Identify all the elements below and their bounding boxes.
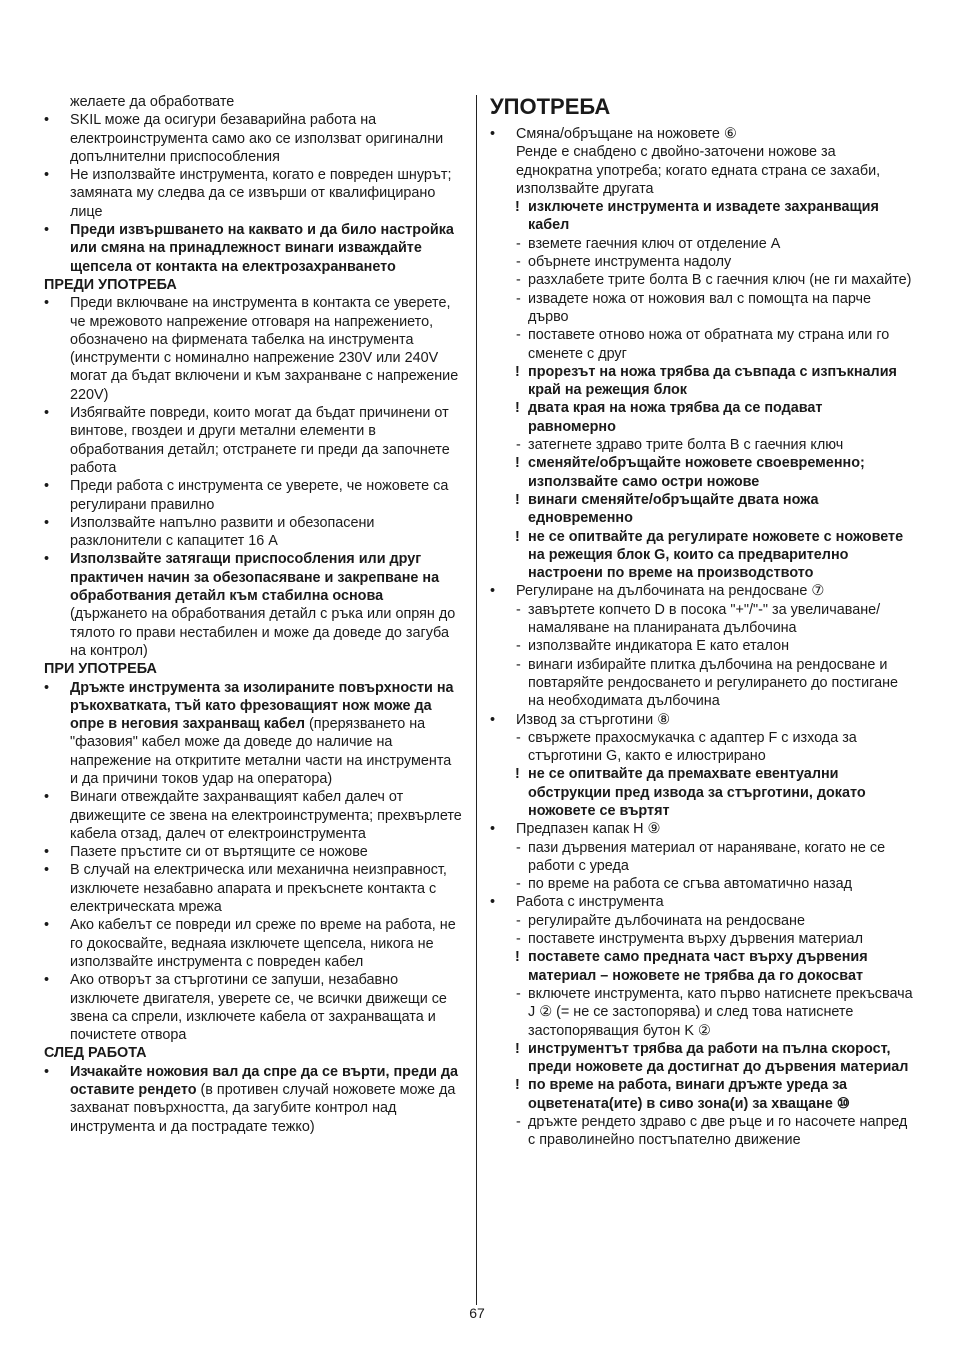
item-text: (държането на обработвания детайл с ръка или опрян до тялото го прави нестабилен и може да доведе до загуба на контрол) — [70, 606, 456, 659]
bullet-item — [44, 843, 462, 861]
bullet-marker: • — [44, 679, 50, 696]
warning-marker: ! — [515, 766, 520, 783]
item-text: В случай на електрическа или механична неизправност, изключете незабавно апарата и прекъснете контакта с електрическата мрежа — [70, 862, 447, 916]
bullet-item — [44, 550, 462, 660]
bullet-marker: • — [44, 917, 50, 934]
item-text: вземете гаечния ключ от отделение А — [528, 235, 781, 252]
warning-item — [490, 363, 914, 400]
bullet-marker: • — [44, 862, 50, 879]
item-text: Използвайте напълно развити и обезопасени разклонители с капацитет 16 А — [70, 514, 375, 550]
item-text: включете инструмента, като първо натиснете прекъсвача J ② (= не се застопорява) и след това натиснете застопоряващия бутон K ② — [528, 985, 913, 1039]
item-text: прорезът на ножа трябва да съвпада с изпъкналия край на режещия блок — [528, 363, 897, 399]
bullet-item — [44, 221, 462, 276]
bullet-marker: • — [44, 789, 50, 806]
bullet-marker: - — [516, 235, 521, 252]
bullet-marker: - — [516, 254, 521, 271]
item-text: Смяна/обръщане на ножовете ⑥ — [516, 126, 737, 142]
item-text: регулирайте дълбочината на рендосване — [528, 912, 805, 929]
item-text: разхлабете трите болта В с гаечния ключ (не ги махайте) — [528, 272, 912, 289]
warning-marker: ! — [515, 491, 520, 508]
bullet-item — [44, 916, 462, 971]
item-text: СЛЕД РАБОТА — [44, 1045, 147, 1062]
bullet-marker: • — [44, 972, 50, 989]
bullet-marker: • — [490, 821, 496, 838]
dash-item — [490, 985, 914, 1040]
warning-marker: ! — [515, 1040, 520, 1057]
item-text: ПРИ УПОТРЕБА — [44, 661, 157, 678]
section-title: УПОТРЕБА — [490, 94, 611, 119]
item-text: пази дървения материал от нараняване, когато не се работи с уреда — [528, 839, 886, 874]
item-text: използвайте индикатора Е като еталон — [528, 638, 790, 655]
item-text: Преди включване на инструмента в контакта се уверете, че мрежовото напрежение отговаря на напрежението, обозначено на фирмената табелка на инструмента (инструменти с номинално напрежение 230V или 240V могат да бъдат включени и към захранване с напрежение 220V) — [70, 295, 459, 403]
warning-item — [490, 1040, 914, 1077]
bullet-item — [44, 1063, 462, 1136]
dash-item — [490, 271, 914, 289]
bullet-item — [44, 111, 462, 166]
bullet-marker: - — [516, 601, 521, 618]
bullet-marker: • — [44, 405, 50, 422]
item-text: Ако кабелът се повреди ил среже по време на работа, не го докосвайте, веднаяа изключете щепсела, никога не използвайте инструмента с повреден кабел — [70, 917, 456, 970]
item-text: поставете отново ножа от обратната му страна или го сменете с друг — [528, 327, 890, 362]
item-text: Ако отворът за стърготини се запуши, незабавно изключете двигателя, уверете се, че всички движещи се звена са спрели, изключете кабела от захранващата и почистете отвора — [70, 972, 447, 1044]
item-text: двата края на ножа трябва да се подават равномерно — [528, 400, 823, 435]
item-text: поставете инструмента върху дървения материал — [528, 931, 863, 948]
item-text: (прерязването на "фазовия" кабел може да доведе до наличие на напрежение на откритите метални части на инструмента и да причини токов удар на оператора) — [70, 716, 452, 787]
warning-marker: ! — [515, 1077, 520, 1094]
bullet-marker: - — [516, 912, 521, 929]
bullet-marker: • — [490, 711, 496, 728]
item-text: желаете да обработвате — [70, 94, 235, 110]
bullet-item — [490, 582, 914, 600]
item-text: Избягвайте повреди, които могат да бъдат причинени от винтове, гвоздеи и други метални елементи в обработвания детайл; отстранете ги преди да започнете работа — [70, 405, 450, 476]
dash-item — [490, 235, 914, 253]
warning-item — [490, 454, 914, 491]
item-text: не се опитвайте да регулирате ножовете с ножовете на режещия блок G, които са предварително настроени по време на производството — [528, 528, 904, 582]
item-text: сменяйте/обръщайте ножовете своевременно; използвайте само остри ножове — [528, 455, 865, 490]
subsection-heading — [44, 1044, 462, 1062]
item-text: Преди извършването на каквато и да било настройка или смяна на принадлежност винаги изваждайте щепсела от контакта на електрозахранването — [70, 222, 454, 275]
warning-marker: ! — [515, 400, 520, 417]
item-text: Не използвайте инструмента, когато е повреден шнурът; замяната му следва да се извърши от квалифицирано лице — [70, 167, 452, 220]
bullet-item — [44, 477, 462, 514]
dash-item — [490, 253, 914, 271]
warning-item — [490, 198, 914, 235]
paragraph-text — [44, 93, 462, 111]
bullet-marker: - — [516, 638, 521, 655]
item-text: изключете инструмента и извадете захранващия кабел — [528, 199, 879, 234]
warning-marker: ! — [515, 199, 520, 216]
bullet-marker: • — [490, 126, 496, 142]
dash-item — [490, 839, 914, 876]
warning-marker: ! — [515, 363, 520, 380]
bullet-marker: • — [44, 551, 50, 568]
column-divider — [476, 95, 477, 1305]
bullet-marker: - — [516, 1114, 521, 1131]
warning-item — [490, 528, 914, 583]
dash-item — [490, 436, 914, 454]
item-text: Работа с инструмента — [516, 894, 664, 911]
bullet-marker: - — [516, 272, 521, 289]
bullet-marker: - — [516, 931, 521, 948]
dash-item — [490, 1113, 914, 1150]
item-text: завъртете копчето D в посока "+"/"-" за увеличаване/намаляване на планираната дълбочина — [528, 601, 881, 637]
bullet-marker: - — [516, 290, 521, 307]
bullet-marker: • — [44, 222, 50, 239]
warning-item — [490, 948, 914, 985]
subsection-heading — [44, 660, 462, 678]
item-text: винаги избирайте плитка дълбочина на рендосване и повтаряйте рендосването и регулирането до постигане на необходимата дълбочина — [528, 656, 899, 710]
item-text: Ренде е снабдено с двойно-заточени ножове за еднократна употреба; когато едната страна се захаби, използвайте другата — [516, 144, 881, 197]
dash-item — [490, 637, 914, 655]
bullet-marker: • — [44, 514, 50, 531]
bullet-item — [44, 294, 462, 404]
bullet-item — [490, 711, 914, 729]
bullet-marker: - — [516, 656, 521, 673]
dash-item — [490, 912, 914, 930]
item-text: винаги сменяйте/обръщайте двата ножа едновременно — [528, 491, 819, 527]
bold-text: Използвайте затягащи приспособления или друг практичен начин за обезопасяване и закрепване на обработвания детайл към стабилна основа — [70, 551, 440, 605]
bullet-marker: • — [490, 583, 496, 600]
bullet-marker: - — [516, 876, 521, 893]
bullet-marker: • — [490, 894, 496, 911]
item-text: Регулиране на дълбочината на рендосване ⑦ — [516, 583, 825, 600]
bullet-marker: • — [44, 1063, 50, 1080]
left-column — [44, 93, 462, 1136]
item-text: затегнете здраво трите болта В с гаечния ключ — [528, 437, 844, 454]
item-text: Предпазен капак H ⑨ — [516, 821, 661, 838]
dash-item — [490, 601, 914, 638]
dash-item — [490, 875, 914, 893]
bullet-item — [490, 820, 914, 838]
dash-item — [490, 656, 914, 711]
bullet-marker: • — [44, 478, 50, 495]
bullet-marker: • — [44, 112, 50, 129]
item-text: свържете прахосмукачка с адаптер F с изхода за стърготини G, както е илюстрирано — [528, 729, 857, 765]
item-text: ПРЕДИ УПОТРЕБА — [44, 276, 177, 293]
item-text: по време на работа, винаги дръжте уреда за оцветената(ите) в сиво зона(и) за хващане ⑩ — [528, 1077, 850, 1112]
bullet-marker: - — [516, 985, 521, 1002]
warning-marker: ! — [515, 455, 520, 472]
item-text: Извод за стърготини ⑧ — [516, 711, 671, 728]
bold-text: Изчакайте ножовия вал да спре да се върти, преди да оставите рендето — [70, 1063, 459, 1099]
bullet-item — [44, 514, 462, 551]
item-text: дръжте рендето здраво с две ръце и го насочете напред с праволинейно постъпателно движение — [528, 1114, 908, 1149]
item-text: по време на работа се сгъва автоматично назад — [528, 876, 852, 893]
bullet-marker: • — [44, 295, 50, 312]
bullet-marker: • — [44, 844, 50, 861]
bullet-item — [44, 404, 462, 477]
bullet-marker: - — [516, 327, 521, 344]
bullet-item — [44, 971, 462, 1044]
item-text: Преди работа с инструмента се уверете, че ножовете са регулирани правилно — [70, 478, 449, 513]
bullet-item — [44, 679, 462, 789]
page-number: 67 — [469, 1305, 485, 1321]
item-text: не се опитвайте да премахвате евентуални обструкции пред извода за стърготини, докато ножовете се въртят — [528, 766, 866, 819]
right-column — [490, 93, 914, 1150]
bullet-marker: - — [516, 729, 521, 746]
item-text: Винаги отвеждайте захранващият кабел далеч от движещите се звена на електроинструмента; прехвърлете кабела отзад, далеч от електроинструмента — [70, 789, 462, 842]
bullet-item — [44, 166, 462, 221]
warning-item — [490, 491, 914, 528]
subsection-heading — [44, 276, 462, 294]
bullet-item — [44, 788, 462, 843]
bullet-marker: • — [44, 167, 50, 184]
dash-item — [490, 930, 914, 948]
warning-marker: ! — [515, 949, 520, 966]
bold-text: Дръжте инструмента за изолираните повърхности на ръкохватката, тъй като фрезоващият нож може да опре в неговия захранващ кабел — [70, 679, 454, 733]
dash-item — [490, 326, 914, 363]
item-text: обърнете инструмента надолу — [528, 254, 732, 271]
item-text: извадете ножа от ножовия вал с помощта на парче дърво — [528, 290, 872, 325]
item-text: инструментът трябва да работи на пълна скорост, преди ножовете да достигнат до дървения материал — [528, 1040, 909, 1076]
dash-item — [490, 290, 914, 327]
bullet-marker: - — [516, 839, 521, 856]
warning-item — [490, 765, 914, 820]
warning-marker: ! — [515, 528, 520, 545]
bullet-item — [490, 125, 914, 143]
bullet-item — [490, 893, 914, 911]
paragraph-text — [490, 143, 914, 198]
item-text: SKIL може да осигури безаварийна работа на електроинструмента само ако се използват оригинални допълнителни приспособления — [70, 112, 444, 165]
warning-item — [490, 1076, 914, 1113]
bullet-item — [44, 861, 462, 916]
dash-item — [490, 729, 914, 766]
item-text: поставете само предната част върху дървения материал – ножовете не трябва да го докосват — [528, 949, 868, 984]
item-text: (в противен случай ножовете може да захванат повърхността, да загубите контрол над инструмента и да пострадате тежко) — [70, 1082, 456, 1135]
warning-item — [490, 399, 914, 436]
item-text: Пазете пръстите си от въртящите се ножове — [70, 844, 368, 861]
bullet-marker: - — [516, 437, 521, 454]
